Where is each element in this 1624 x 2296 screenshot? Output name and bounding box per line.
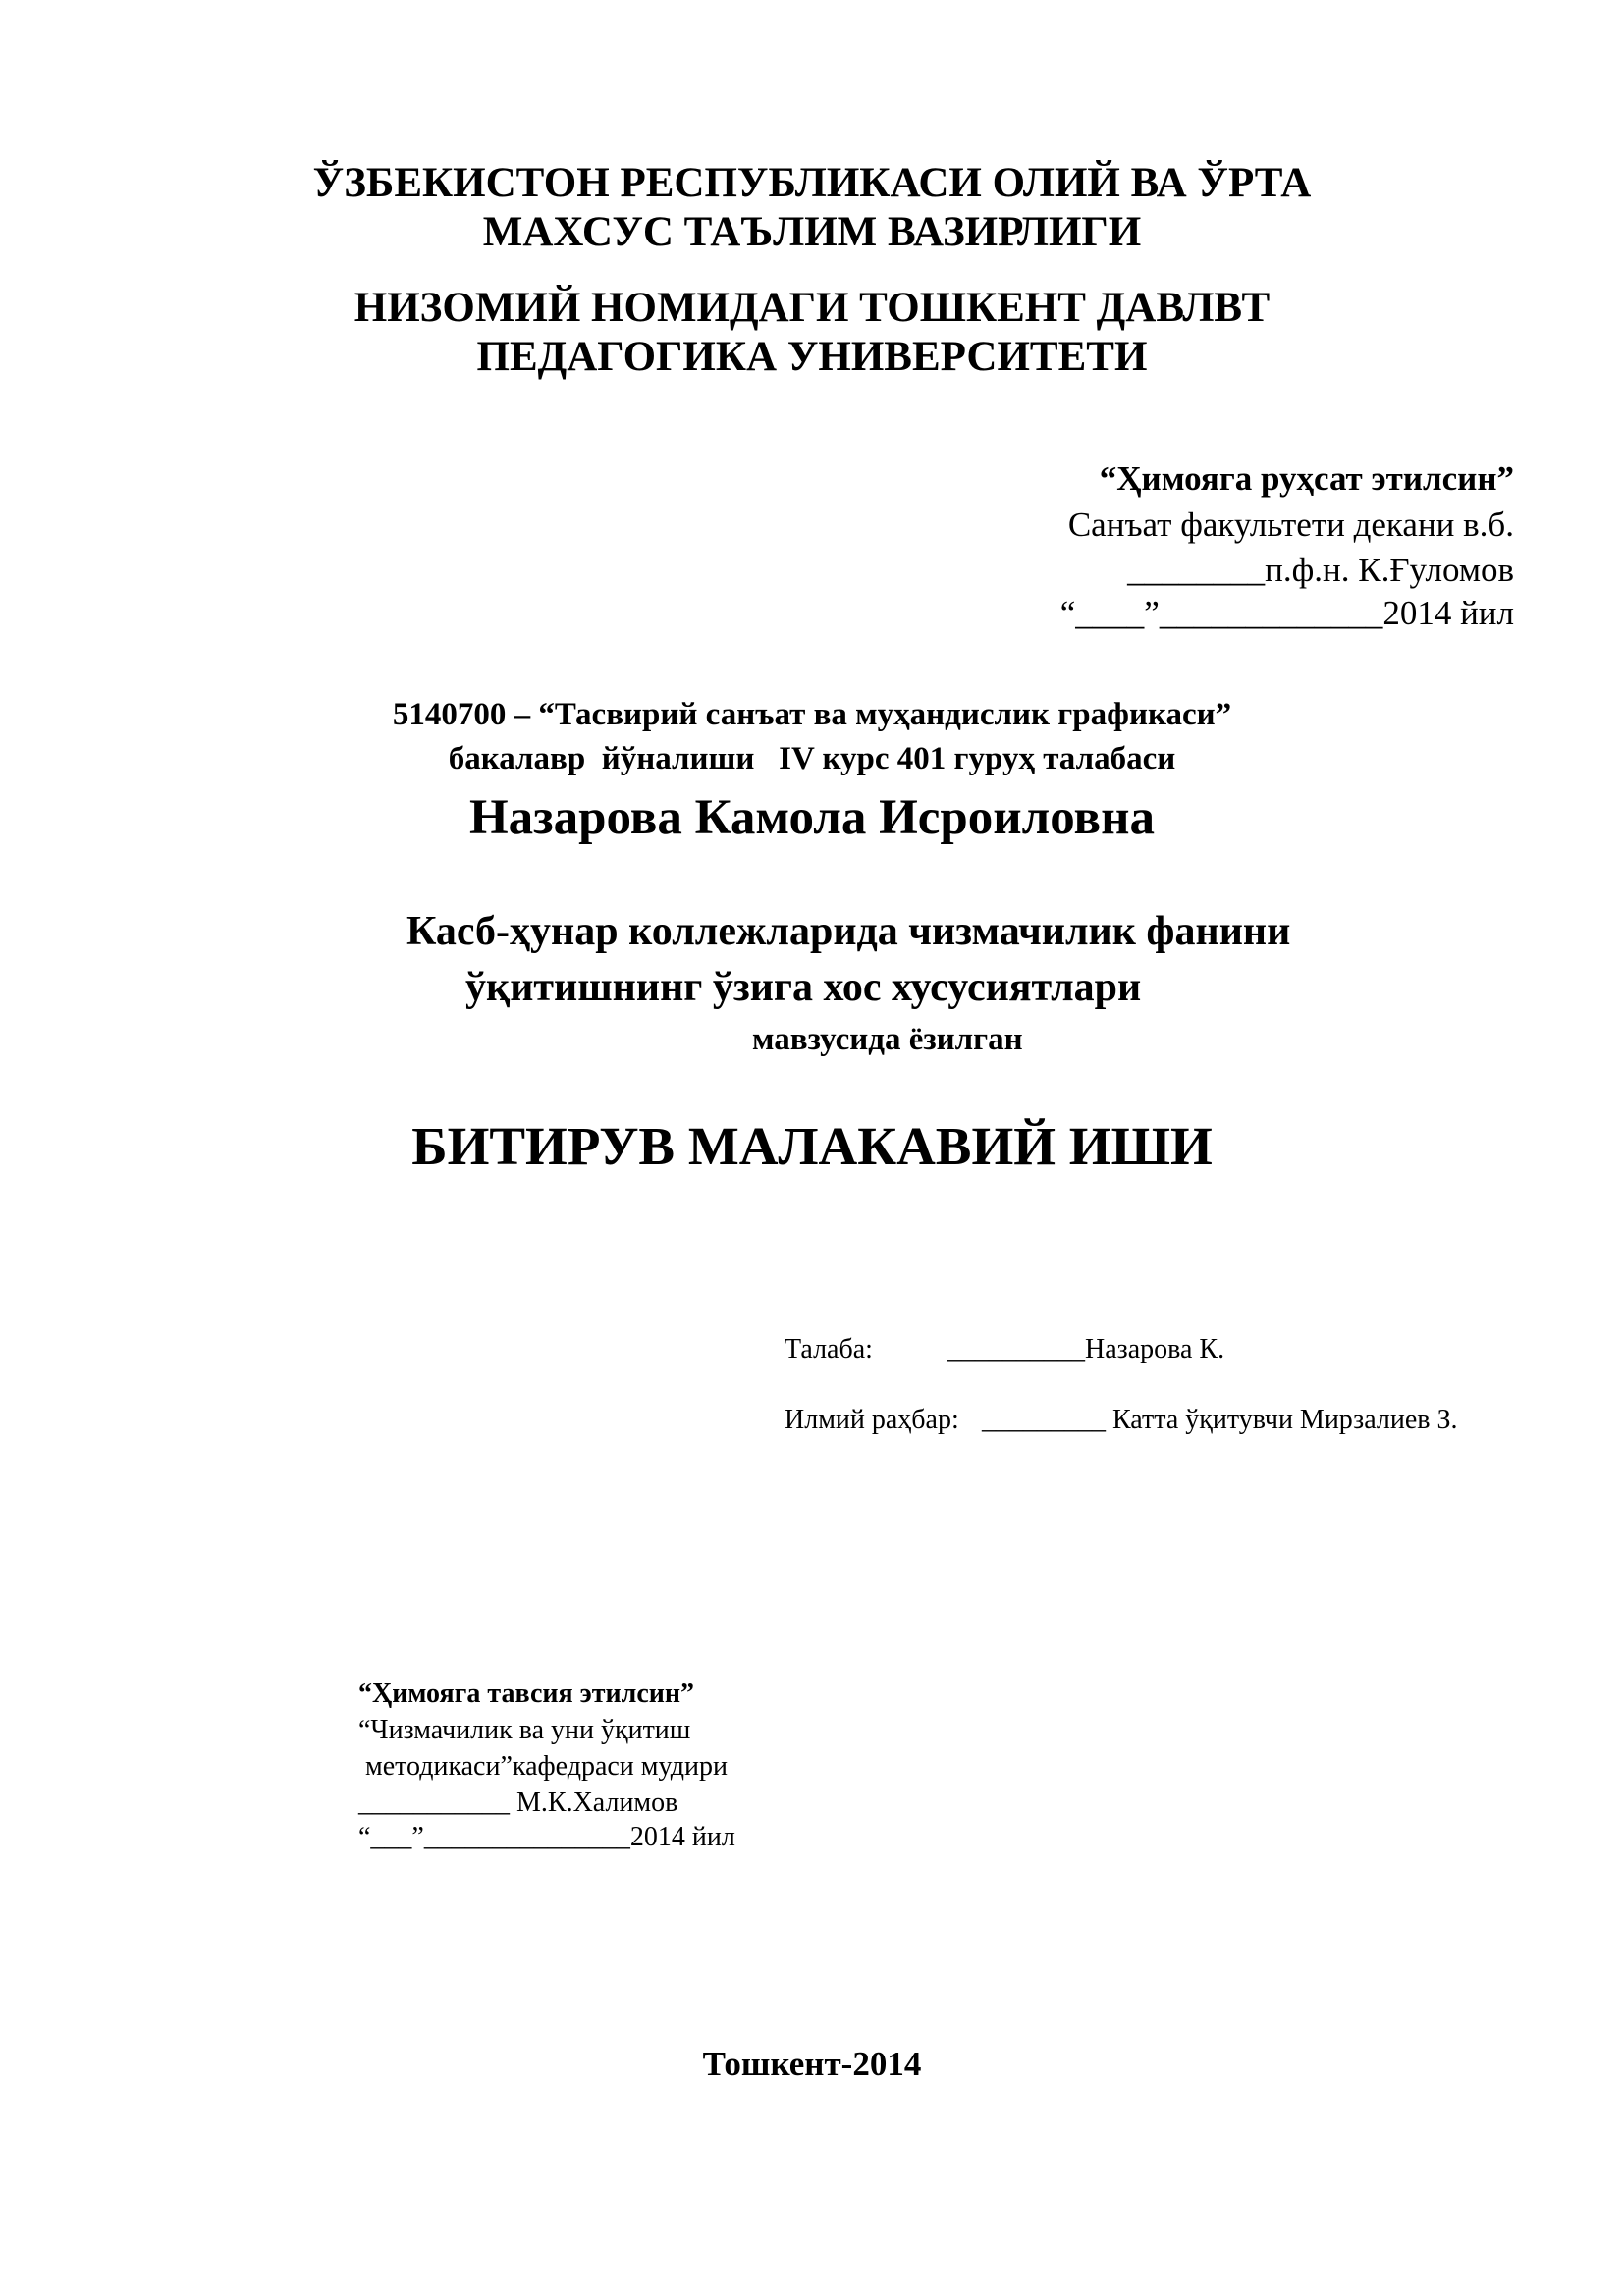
advisor-label: Илмий раҳбар:: [785, 1405, 959, 1435]
ministry-line-2: МАХСУС ТАЪЛИМ ВАЗИРЛИГИ: [482, 209, 1142, 255]
student-signature: __________Назарова К.: [947, 1334, 1225, 1364]
recommendation-line-2: методикаси”кафедраси мудири: [358, 1751, 728, 1782]
recommendation-line-1: “Чизмачилик ва уни ўқитиш: [358, 1715, 691, 1745]
topic-line-1: Касб-ҳунар коллежларида чизмачилик фанини: [406, 909, 1291, 954]
city-year: Тошкент-2014: [702, 2045, 922, 2083]
university-line-1: НИЗОМИЙ НОМИДАГИ ТОШКЕНТ ДАВЛВТ: [353, 285, 1271, 331]
recommendation-line-3: ___________ М.К.Халимов: [358, 1788, 678, 1818]
topic-line-2: ўқитишнинг ўзига хос хусусиятлари: [465, 965, 1142, 1010]
approval-date: “____”_____________2014 йил: [1059, 594, 1514, 632]
approval-signature: ________п.ф.н. К.Ғуломов: [1127, 551, 1514, 589]
topic-line-3: мавзусида ёзилган: [752, 1022, 1023, 1057]
recommendation-heading: “Ҳимояга тавсия этилсин”: [358, 1679, 695, 1709]
course-line: бакалавр йўналиши IV курс 401 гуруҳ талабаси: [448, 741, 1176, 776]
university-line-2: ПЕДАГОГИКА УНИВЕРСИТЕТИ: [476, 334, 1148, 380]
student-label: Талаба:: [785, 1334, 873, 1364]
approval-position: Санъат факультети декани в.б.: [1067, 506, 1514, 544]
advisor-signature: _________ Катта ўқитувчи Мирзалиев З.: [982, 1405, 1458, 1435]
student-name: Назарова Камола Исроиловна: [469, 790, 1155, 845]
recommendation-line-4: “___”_______________2014 йил: [358, 1822, 735, 1852]
ministry-line-1: ЎЗБЕКИСТОН РЕСПУБЛИКАСИ ОЛИЙ ВА ЎРТА: [312, 160, 1312, 206]
approval-heading: “Ҳимояга руҳсат этилсин”: [1099, 459, 1514, 498]
specialty-line: 5140700 – “Тасвирий санъат ва муҳандислик графикаси”: [392, 697, 1232, 732]
work-title: БИТИРУВ МАЛАКАВИЙ ИШИ: [411, 1116, 1213, 1176]
